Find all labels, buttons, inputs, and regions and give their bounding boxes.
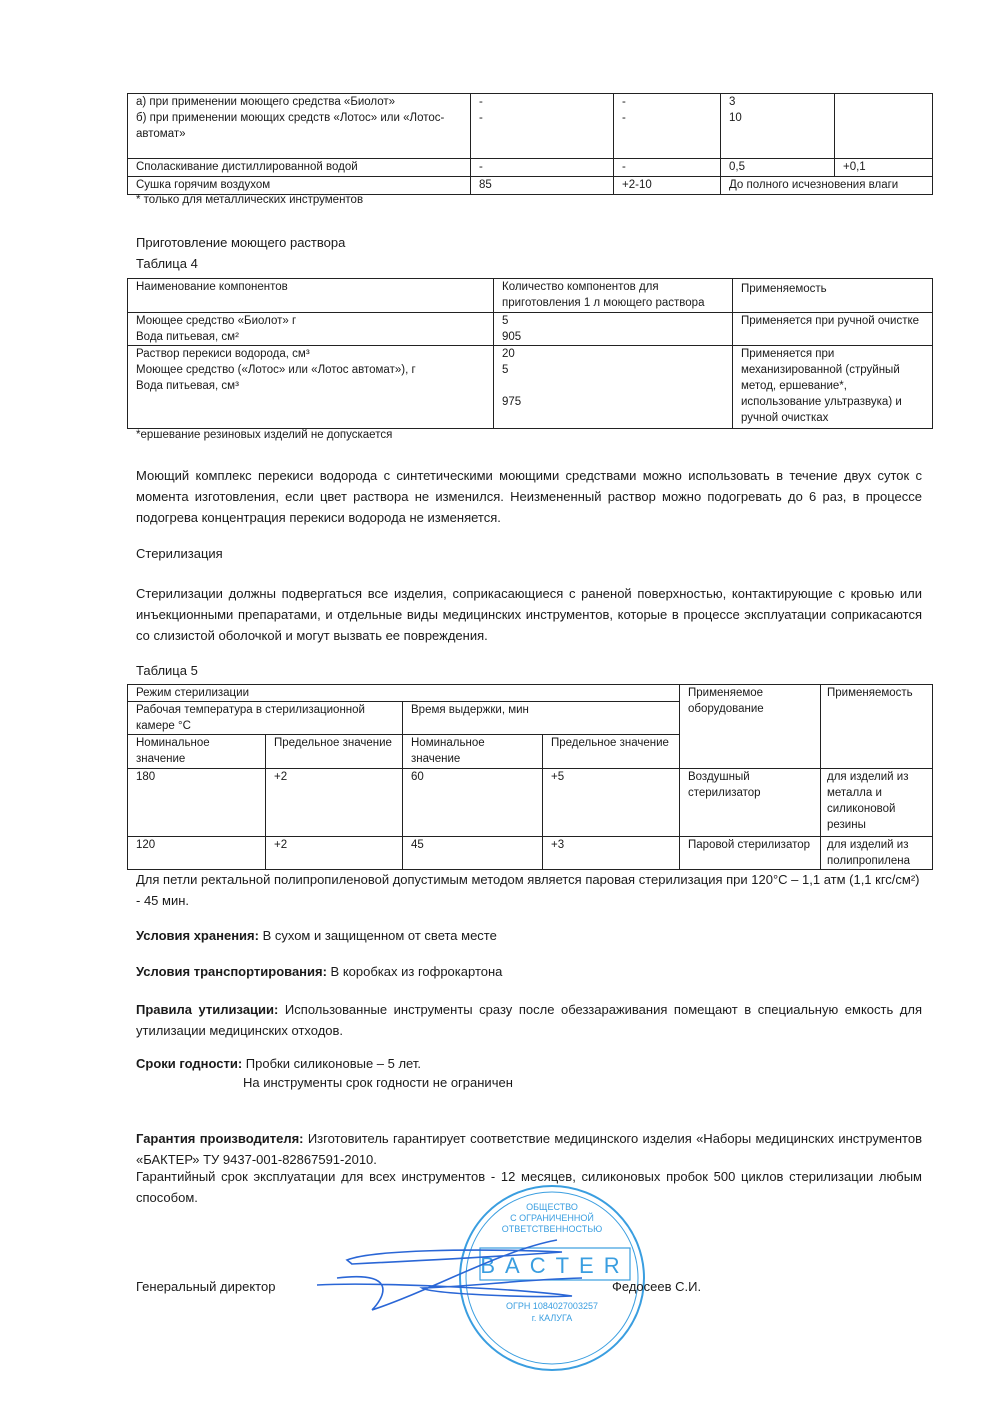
text: В коробках из гофрокартона xyxy=(326,964,503,979)
cell: - - xyxy=(471,94,614,159)
footnote: * только для металлических инструментов xyxy=(136,194,364,206)
cell: Споласкивание дистиллированной водой xyxy=(128,159,471,177)
table-label: Таблица 4 xyxy=(136,256,198,271)
cell: +2 xyxy=(266,769,403,837)
signatory-position: Генеральный директор xyxy=(136,1279,276,1294)
cell: для изделий из металла и силиконовой резины xyxy=(821,769,933,837)
header-cell: Количество компонентов для приготовления 1 л моющего раствора xyxy=(494,279,733,313)
text: В сухом и защищенном от света месте xyxy=(258,928,497,943)
paragraph: Для петли ректальной полипропиленовой допустимым методом является паровая стерилизация при 120°С – 1,1 атм (1,1 кгс/см²) - 45 мин. xyxy=(136,872,920,908)
cell: +2-10 xyxy=(614,177,721,195)
cell: +5 xyxy=(543,769,680,837)
cell: 180 xyxy=(128,769,266,837)
cell: 120 xyxy=(128,837,266,870)
label: Условия хранения: xyxy=(136,928,259,943)
cell: Воздушный стерилизатор xyxy=(680,769,821,837)
cell: Паровой стерилизатор xyxy=(680,837,821,870)
stamp-brand: BACTER xyxy=(480,1253,630,1278)
label: Сроки годности: xyxy=(136,1056,243,1071)
paragraph: Стерилизации должны подвергаться все изделия, соприкасающиеся с раненой поверхностью, контактирующие с кровью или инъекционными препаратами, и отдельные виды медицинских инструментов, которые в процессе эксплуатации соприкасаются со слизистой оболочкой и могут вызвать ее повреждения. xyxy=(136,586,922,643)
text: Использованные инструменты сразу после обеззараживания помещают в специальную емкость для утилизации медицинских отходов. xyxy=(136,1002,923,1038)
header-cell: Режим стерилизации xyxy=(128,685,680,702)
cell: а) при применении моющего средства «Биолот» б) при применении моющих средств «Лотос» или «Лотос-автомат» xyxy=(128,94,471,159)
stamp-text: С ОГРАНИЧЕННОЙ xyxy=(510,1213,594,1223)
header-cell: Предельное значение xyxy=(543,735,680,769)
cell: Применяется при ручной очистке xyxy=(733,313,933,346)
warranty-term: Гарантийный срок эксплуатации для всех инструментов - 12 месяцев, силиконовых пробок 500 циклов стерилизации любым способом. xyxy=(136,1169,922,1205)
cell: 60 xyxy=(403,769,543,837)
footnote: *ершевание резиновых изделий не допускается xyxy=(136,429,393,441)
table-4 xyxy=(127,278,933,429)
cell: +3 xyxy=(543,837,680,870)
cell: +0,1 xyxy=(835,159,933,177)
cell: 20 5 975 xyxy=(494,346,733,429)
section-title: Приготовление моющего раствора xyxy=(136,235,346,250)
stamp-text: ОБЩЕСТВО xyxy=(526,1202,578,1212)
cell: 3 10 xyxy=(721,94,835,159)
cell: 5 905 xyxy=(494,313,733,346)
cell: 45 xyxy=(403,837,543,870)
cell: Применяется при механизированной (струйный метод, ершевание*, использование ультразвука) и ручной очистках xyxy=(733,346,933,429)
stamp-text: ОГРН 1084027003257 xyxy=(506,1301,598,1311)
table-label: Таблица 5 xyxy=(136,663,198,678)
storage-conditions xyxy=(136,925,922,946)
cell: - xyxy=(471,159,614,177)
cell: Раствор перекиси водорода, см³ Моющее средство («Лотос» или «Лотос автомат»), г Вода питьевая, см³ xyxy=(128,346,494,429)
signatory-name: Федосеев С.И. xyxy=(612,1279,702,1294)
signature-drawing xyxy=(312,1230,612,1320)
cell: Сушка горячим воздухом xyxy=(128,177,471,195)
treatment-table xyxy=(127,93,933,195)
stamp-text: ОТВЕТСТВЕННОСТЬЮ xyxy=(501,1224,603,1234)
header-cell: Применяемое оборудование xyxy=(680,685,821,769)
warranty xyxy=(136,1128,922,1170)
header-cell: Предельное значение xyxy=(266,735,403,769)
cell: - xyxy=(614,159,721,177)
cell: - - xyxy=(614,94,721,159)
label: Гарантия производителя: xyxy=(136,1131,304,1146)
cell xyxy=(835,94,933,159)
label: Условия транспортирования: xyxy=(136,964,327,979)
cell: 0,5 xyxy=(721,159,835,177)
header-cell: Номинальное значение xyxy=(128,735,266,769)
header-cell: Время выдержки, мин xyxy=(403,702,680,735)
text: Пробки силиконовые – 5 лет. xyxy=(242,1056,421,1071)
disposal-rules xyxy=(136,999,922,1041)
section-title: Стерилизация xyxy=(136,546,223,561)
cell: Моющее средство «Биолот» г Вода питьевая, см² xyxy=(128,313,494,346)
shelf-life-2: На инструменты срок годности не ограничен xyxy=(243,1075,513,1090)
paragraph: Моющий комплекс перекиси водорода с синтетическими моющими средствами можно использовать в течение двух суток с момента изготовления, если цвет раствора не изменился. Неизмененный раствор можно подогревать до 6 раз, в процессе подогрева концентрация перекиси водорода не изменяется. xyxy=(136,468,922,525)
cell: +2 xyxy=(266,837,403,870)
transport-conditions xyxy=(136,961,922,982)
cell: для изделий из полипропилена xyxy=(821,837,933,870)
header-cell: Применяемость xyxy=(733,279,933,313)
text: Изготовитель гарантирует соответствие медицинского изделия «Наборы медицинских инструментов «БАКТЕР» ТУ 9437-001-82867591-2010. xyxy=(136,1131,922,1167)
stamp-text: г. КАЛУГА xyxy=(531,1313,573,1323)
cell: До полного исчезновения влаги xyxy=(721,177,933,195)
shelf-life xyxy=(136,1053,922,1074)
header-cell: Номинальное значение xyxy=(403,735,543,769)
cell: 85 xyxy=(471,177,614,195)
table-5 xyxy=(127,684,933,870)
header-cell: Рабочая температура в стерилизационной камере °С xyxy=(128,702,403,735)
header-cell: Применяемость xyxy=(821,685,933,769)
header-cell: Наименование компонентов xyxy=(128,279,494,313)
label: Правила утилизации: xyxy=(136,1002,279,1017)
